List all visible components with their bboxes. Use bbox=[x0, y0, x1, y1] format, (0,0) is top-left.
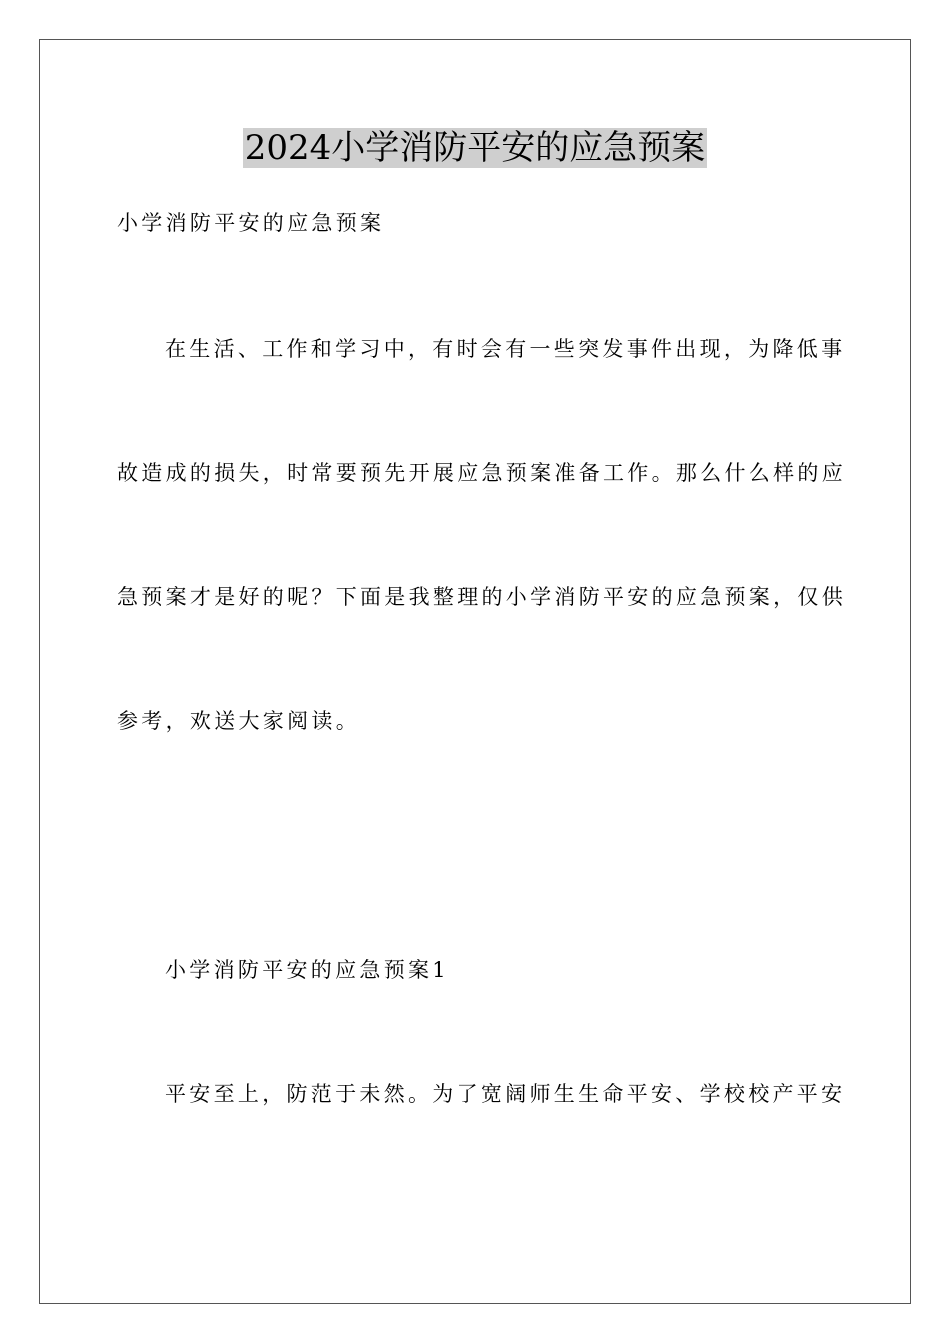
intro-line-1: 在生活、工作和学习中，有时会有一些突发事件出现，为降低事 bbox=[165, 337, 846, 361]
section-first-line: 平安至上，防范于未然。为了宽阔师生生命平安、学校校产平安 bbox=[165, 1082, 846, 1106]
document-title-text: 2024小学消防平安的应急预案 bbox=[244, 128, 706, 168]
intro-line-2: 故造成的损失，时常要预先开展应急预案准备工作。那么什么样的应 bbox=[117, 461, 846, 485]
document-subtitle: 小学消防平安的应急预案 bbox=[117, 211, 385, 235]
section-heading: 小学消防平安的应急预案1 bbox=[165, 958, 449, 982]
intro-line-3: 急预案才是好的呢？下面是我整理的小学消防平安的应急预案，仅供 bbox=[117, 585, 846, 609]
intro-line-4: 参考，欢送大家阅读。 bbox=[117, 709, 360, 733]
document-title bbox=[0, 126, 950, 170]
